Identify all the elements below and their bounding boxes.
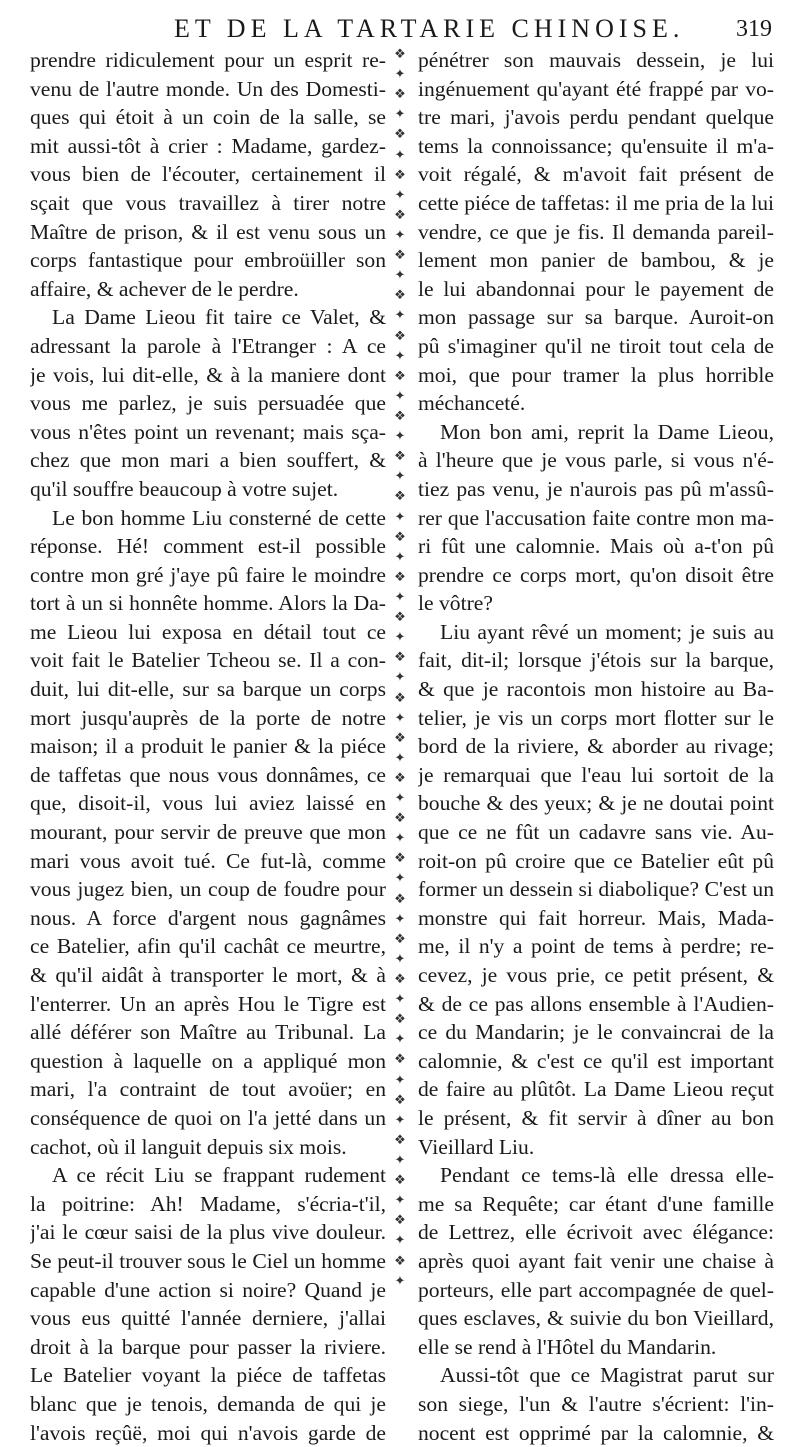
text-line: bouche & des yeux; & je ne doutai point xyxy=(418,789,774,818)
text-line: monstre qui fait horreur. Mais, Mada- xyxy=(418,904,774,933)
text-line: le présent, & fit servir à dîner au bon xyxy=(418,1104,774,1133)
text-line: je vois, lui dit-elle, & à la maniere dont xyxy=(30,361,386,390)
text-line: mourant, pour servir de preuve que mon xyxy=(30,818,386,847)
text-line: mon passage sur sa barque. Auroit-on xyxy=(418,303,774,332)
ornament-glyph: ✦ xyxy=(395,1194,406,1207)
ornament-glyph: ✦ xyxy=(395,631,406,644)
text-line: j'ai le cœur saisi de la plus vive douleur. xyxy=(30,1218,386,1247)
ornament-glyph: ✦ xyxy=(395,149,406,162)
ornament-glyph: ✦ xyxy=(395,390,406,403)
text-line: allé déférer son Maître au Tribunal. La xyxy=(30,1018,386,1047)
text-line: le vôtre? xyxy=(418,589,774,618)
text-line: roit-on pû croire que ce Batelier eût pû xyxy=(418,847,774,876)
page-number: 319 xyxy=(736,16,772,43)
ornament-glyph: ✦ xyxy=(395,1114,406,1127)
text-line: A ce récit Liu se frappant rudement xyxy=(30,1161,386,1190)
text-line: cachot, où il languit depuis six mois. xyxy=(30,1133,386,1162)
text-line: contre mon gré j'aye pû faire le moindre xyxy=(30,561,386,590)
text-line: ce du Mandarin; je le convaincrai de la xyxy=(418,1018,774,1047)
ornament-glyph: ✦ xyxy=(395,1275,406,1288)
text-line: tort à un si honnête homme. Alors la Da- xyxy=(30,589,386,618)
ornament-glyph: ❖ xyxy=(394,933,406,946)
text-line: Maître de prison, & il est venu sous un xyxy=(30,218,386,247)
text-line: méchanceté. xyxy=(418,389,774,418)
ornament-glyph: ✦ xyxy=(395,269,406,282)
column-divider-ornament xyxy=(389,48,411,1288)
text-line: prendre ridiculement pour un esprit re- xyxy=(30,46,386,75)
text-line: son siege, l'un & l'autre s'écrient: l'in- xyxy=(418,1390,774,1419)
text-line: former un dessein si diabolique? C'est un xyxy=(418,875,774,904)
text-line: calomnie, & c'est ce qu'il est important xyxy=(418,1047,774,1076)
text-line: me Lieou lui exposa en détail tout ce xyxy=(30,618,386,647)
ornament-glyph: ❖ xyxy=(394,651,406,664)
text-line: pénétrer son mauvais dessein, je lui xyxy=(418,46,774,75)
text-line: me sa Requête; car étant d'une famille xyxy=(418,1190,774,1219)
ornament-glyph: ❖ xyxy=(394,571,406,584)
ornament-glyph: ❖ xyxy=(394,1174,406,1187)
ornament-glyph: ✦ xyxy=(395,470,406,483)
ornament-glyph: ❖ xyxy=(394,450,406,463)
ornament-glyph: ❖ xyxy=(394,611,406,624)
ornament-glyph: ❖ xyxy=(394,732,406,745)
text-line: le lui abandonnai pour le payement de xyxy=(418,275,774,304)
ornament-glyph: ❖ xyxy=(394,973,406,986)
text-line: après quoi ayant fait venir une chaise à xyxy=(418,1247,774,1276)
ornament-glyph: ✦ xyxy=(395,511,406,524)
text-line: mari vous avoit tué. Ce fut-là, comme xyxy=(30,847,386,876)
text-line: conséquence de quoi on l'a jetté dans un xyxy=(30,1104,386,1133)
text-line: ques esclaves, & suivie du bon Vieillard, xyxy=(418,1304,774,1333)
ornament-glyph: ❖ xyxy=(394,1255,406,1268)
ornament-glyph: ❖ xyxy=(394,169,406,182)
ornament-glyph: ❖ xyxy=(394,1094,406,1107)
text-line: vous eus quitté l'année derniere, j'allai xyxy=(30,1304,386,1333)
ornament-glyph: ✦ xyxy=(395,953,406,966)
text-line: pû s'imaginer qu'il ne tiroit tout cela de xyxy=(418,332,774,361)
text-line: Mon bon ami, reprit la Dame Lieou, xyxy=(418,418,774,447)
left-text-column xyxy=(30,46,386,1447)
ornament-glyph: ❖ xyxy=(394,852,406,865)
ornament-glyph: ❖ xyxy=(394,490,406,503)
text-line: vendre, ce que je fis. Il demanda pareil- xyxy=(418,218,774,247)
ornament-glyph: ❖ xyxy=(394,692,406,705)
text-line: vous bien de l'écouter, certainement il xyxy=(30,160,386,189)
text-line: que ce ne fût un cadavre sans vie. Au- xyxy=(418,818,774,847)
text-line: prendre ce corps mort, qu'on disoit être xyxy=(418,561,774,590)
ornament-glyph: ❖ xyxy=(394,1013,406,1026)
text-line: de faire au plûtôt. La Dame Lieou reçut xyxy=(418,1075,774,1104)
text-line: moi, que pour tramer la plus horrible xyxy=(418,361,774,390)
ornament-glyph: ✦ xyxy=(395,792,406,805)
text-line: cevez, je vous prie, ce petit présent, & xyxy=(418,961,774,990)
text-line: telier, je vis un corps mort flotter sur le xyxy=(418,704,774,733)
text-line: ce Batelier, afin qu'il cachât ce meurtre, xyxy=(30,932,386,961)
text-line: droit à la barque pour passer la riviere. xyxy=(30,1333,386,1362)
text-line: maison; il a produit le panier & la piéce xyxy=(30,732,386,761)
text-line: me, il n'y a point de tems à perdre; re- xyxy=(418,932,774,961)
ornament-glyph: ❖ xyxy=(394,1053,406,1066)
ornament-glyph: ❖ xyxy=(394,1214,406,1227)
text-line: Pendant ce tems-là elle dressa elle- xyxy=(418,1161,774,1190)
text-line: blanc que je tenois, demanda de qui je xyxy=(30,1390,386,1419)
ornament-glyph: ❖ xyxy=(394,772,406,785)
text-line: venu de l'autre monde. Un des Domesti- xyxy=(30,75,386,104)
running-title: ET DE LA TARTARIE CHINOISE. xyxy=(174,14,684,44)
text-line: ri fût une calomnie. Mais où a-t'on pû xyxy=(418,532,774,561)
text-line: capable d'une action si noire? Quand je xyxy=(30,1276,386,1305)
ornament-glyph: ❖ xyxy=(394,88,406,101)
ornament-glyph: ❖ xyxy=(394,249,406,262)
text-line: tiez pas venu, je n'aurois pas pû m'assû- xyxy=(418,475,774,504)
ornament-glyph: ❖ xyxy=(394,289,406,302)
ornament-glyph: ✦ xyxy=(395,1154,406,1167)
ornament-glyph: ✦ xyxy=(395,712,406,725)
ornament-glyph: ✦ xyxy=(395,309,406,322)
text-line: qu'il souffre beaucoup à votre sujet. xyxy=(30,475,386,504)
ornament-glyph: ✦ xyxy=(395,993,406,1006)
text-line: question à laquelle on a appliqué mon xyxy=(30,1047,386,1076)
ornament-glyph: ✦ xyxy=(395,551,406,564)
text-line: mort jusqu'auprès de la porte de notre xyxy=(30,704,386,733)
text-line: bord de la riviere, & aborder au rivage; xyxy=(418,732,774,761)
ornament-glyph: ✦ xyxy=(395,832,406,845)
ornament-glyph: ✦ xyxy=(395,752,406,765)
ornament-glyph: ❖ xyxy=(394,48,406,61)
ornament-glyph: ✦ xyxy=(395,1074,406,1087)
ornament-glyph: ✦ xyxy=(395,189,406,202)
text-line: voit fait le Batelier Tcheou se. Il a con- xyxy=(30,646,386,675)
ornament-glyph: ❖ xyxy=(394,531,406,544)
ornament-glyph: ❖ xyxy=(394,330,406,343)
text-line: corps fantastique pour embroüiller son xyxy=(30,246,386,275)
text-line: de taffetas que nous vous donnâmes, ce xyxy=(30,761,386,790)
text-line: vous jugez bien, un coup de foudre pour xyxy=(30,875,386,904)
text-line: porteurs, elle part accompagnée de quel- xyxy=(418,1276,774,1305)
ornament-glyph: ✦ xyxy=(395,430,406,443)
text-line: Se peut-il trouver sous le Ciel un homme xyxy=(30,1247,386,1276)
text-line: affaire, & achever de le perdre. xyxy=(30,275,386,304)
ornament-glyph: ✦ xyxy=(395,68,406,81)
ornament-glyph: ✦ xyxy=(395,229,406,242)
text-line: fait, dit-il; lorsque j'étois sur la barque, xyxy=(418,646,774,675)
text-line: rer que l'accusation faite contre mon ma- xyxy=(418,504,774,533)
text-line: ques qui étoit à un coin de la salle, se xyxy=(30,103,386,132)
text-line: duit, lui dit-elle, sur sa barque un corps xyxy=(30,675,386,704)
ornament-glyph: ✦ xyxy=(395,913,406,926)
text-line: à l'heure que je vous parle, si vous n'é- xyxy=(418,446,774,475)
text-line: La Dame Lieou fit taire ce Valet, & xyxy=(30,303,386,332)
text-line: nous. A force d'argent nous gagnâmes xyxy=(30,904,386,933)
ornament-glyph: ❖ xyxy=(394,1134,406,1147)
text-line: ingénuement qu'ayant été frappé par vo- xyxy=(418,75,774,104)
text-line: sçait que vous travaillez à tirer notre xyxy=(30,189,386,218)
text-line: adressant la parole à l'Etranger : A ce xyxy=(30,332,386,361)
text-line: tre mari, j'avois perdu pendant quelque xyxy=(418,103,774,132)
text-line: Le Batelier voyant la piéce de taffetas xyxy=(30,1361,386,1390)
text-line: Le bon homme Liu consterné de cette xyxy=(30,504,386,533)
ornament-glyph: ❖ xyxy=(394,128,406,141)
text-line: cette piéce de taffetas: il me pria de la lui xyxy=(418,189,774,218)
text-line: réponse. Hé! comment est-il possible xyxy=(30,532,386,561)
text-line: chez que mon mari a bien souffert, & xyxy=(30,446,386,475)
text-line: lement mon panier de bambou, & je xyxy=(418,246,774,275)
text-line: l'avois reçûë, moi qui n'avois garde de xyxy=(30,1419,386,1447)
ornament-glyph: ❖ xyxy=(394,209,406,222)
text-line: l'enterrer. Un an après Hou le Tigre est xyxy=(30,990,386,1019)
ornament-glyph: ✦ xyxy=(395,108,406,121)
ornament-glyph: ✦ xyxy=(395,1234,406,1247)
ornament-glyph: ✦ xyxy=(395,872,406,885)
ornament-glyph: ✦ xyxy=(395,1033,406,1046)
ornament-glyph: ❖ xyxy=(394,893,406,906)
text-line: Vieillard Liu. xyxy=(418,1133,774,1162)
text-line: je remarquai que l'eau lui sortoit de la xyxy=(418,761,774,790)
text-line: & que je racontois mon histoire au Ba- xyxy=(418,675,774,704)
right-text-column xyxy=(418,46,774,1447)
ornament-glyph: ❖ xyxy=(394,370,406,383)
text-line: Liu ayant rêvé un moment; je suis au xyxy=(418,618,774,647)
text-line: & qu'il aidât à transporter le mort, & à xyxy=(30,961,386,990)
ornament-glyph: ✦ xyxy=(395,671,406,684)
ornament-glyph: ✦ xyxy=(395,350,406,363)
text-line: Aussi-tôt que ce Magistrat parut sur xyxy=(418,1361,774,1390)
text-line: de Lettrez, elle écrivoit avec élégance: xyxy=(418,1218,774,1247)
text-line: la poitrine: Ah! Madame, s'écria-t'il, xyxy=(30,1190,386,1219)
text-line: elle se rend à l'Hôtel du Mandarin. xyxy=(418,1333,774,1362)
text-line: mari, l'a contraint de tout avoüer; en xyxy=(30,1075,386,1104)
ornament-glyph: ✦ xyxy=(395,591,406,604)
ornament-glyph: ❖ xyxy=(394,410,406,423)
text-line: nocent est opprimé par la calomnie, & xyxy=(418,1419,774,1447)
text-line: tems la connoissance; qu'ensuite il m'a- xyxy=(418,132,774,161)
ornament-glyph: ❖ xyxy=(394,812,406,825)
text-line: vous n'êtes point un revenant; mais sça- xyxy=(30,418,386,447)
text-line: mit aussi-tôt à crier : Madame, gardez- xyxy=(30,132,386,161)
text-line: & de ce pas allons ensemble à l'Audien- xyxy=(418,990,774,1019)
text-line: vous me parlez, je suis persuadée que xyxy=(30,389,386,418)
text-line: que, disoit-il, vous lui aviez laissé en xyxy=(30,789,386,818)
text-line: voit régalé, & m'avoit fait présent de xyxy=(418,160,774,189)
